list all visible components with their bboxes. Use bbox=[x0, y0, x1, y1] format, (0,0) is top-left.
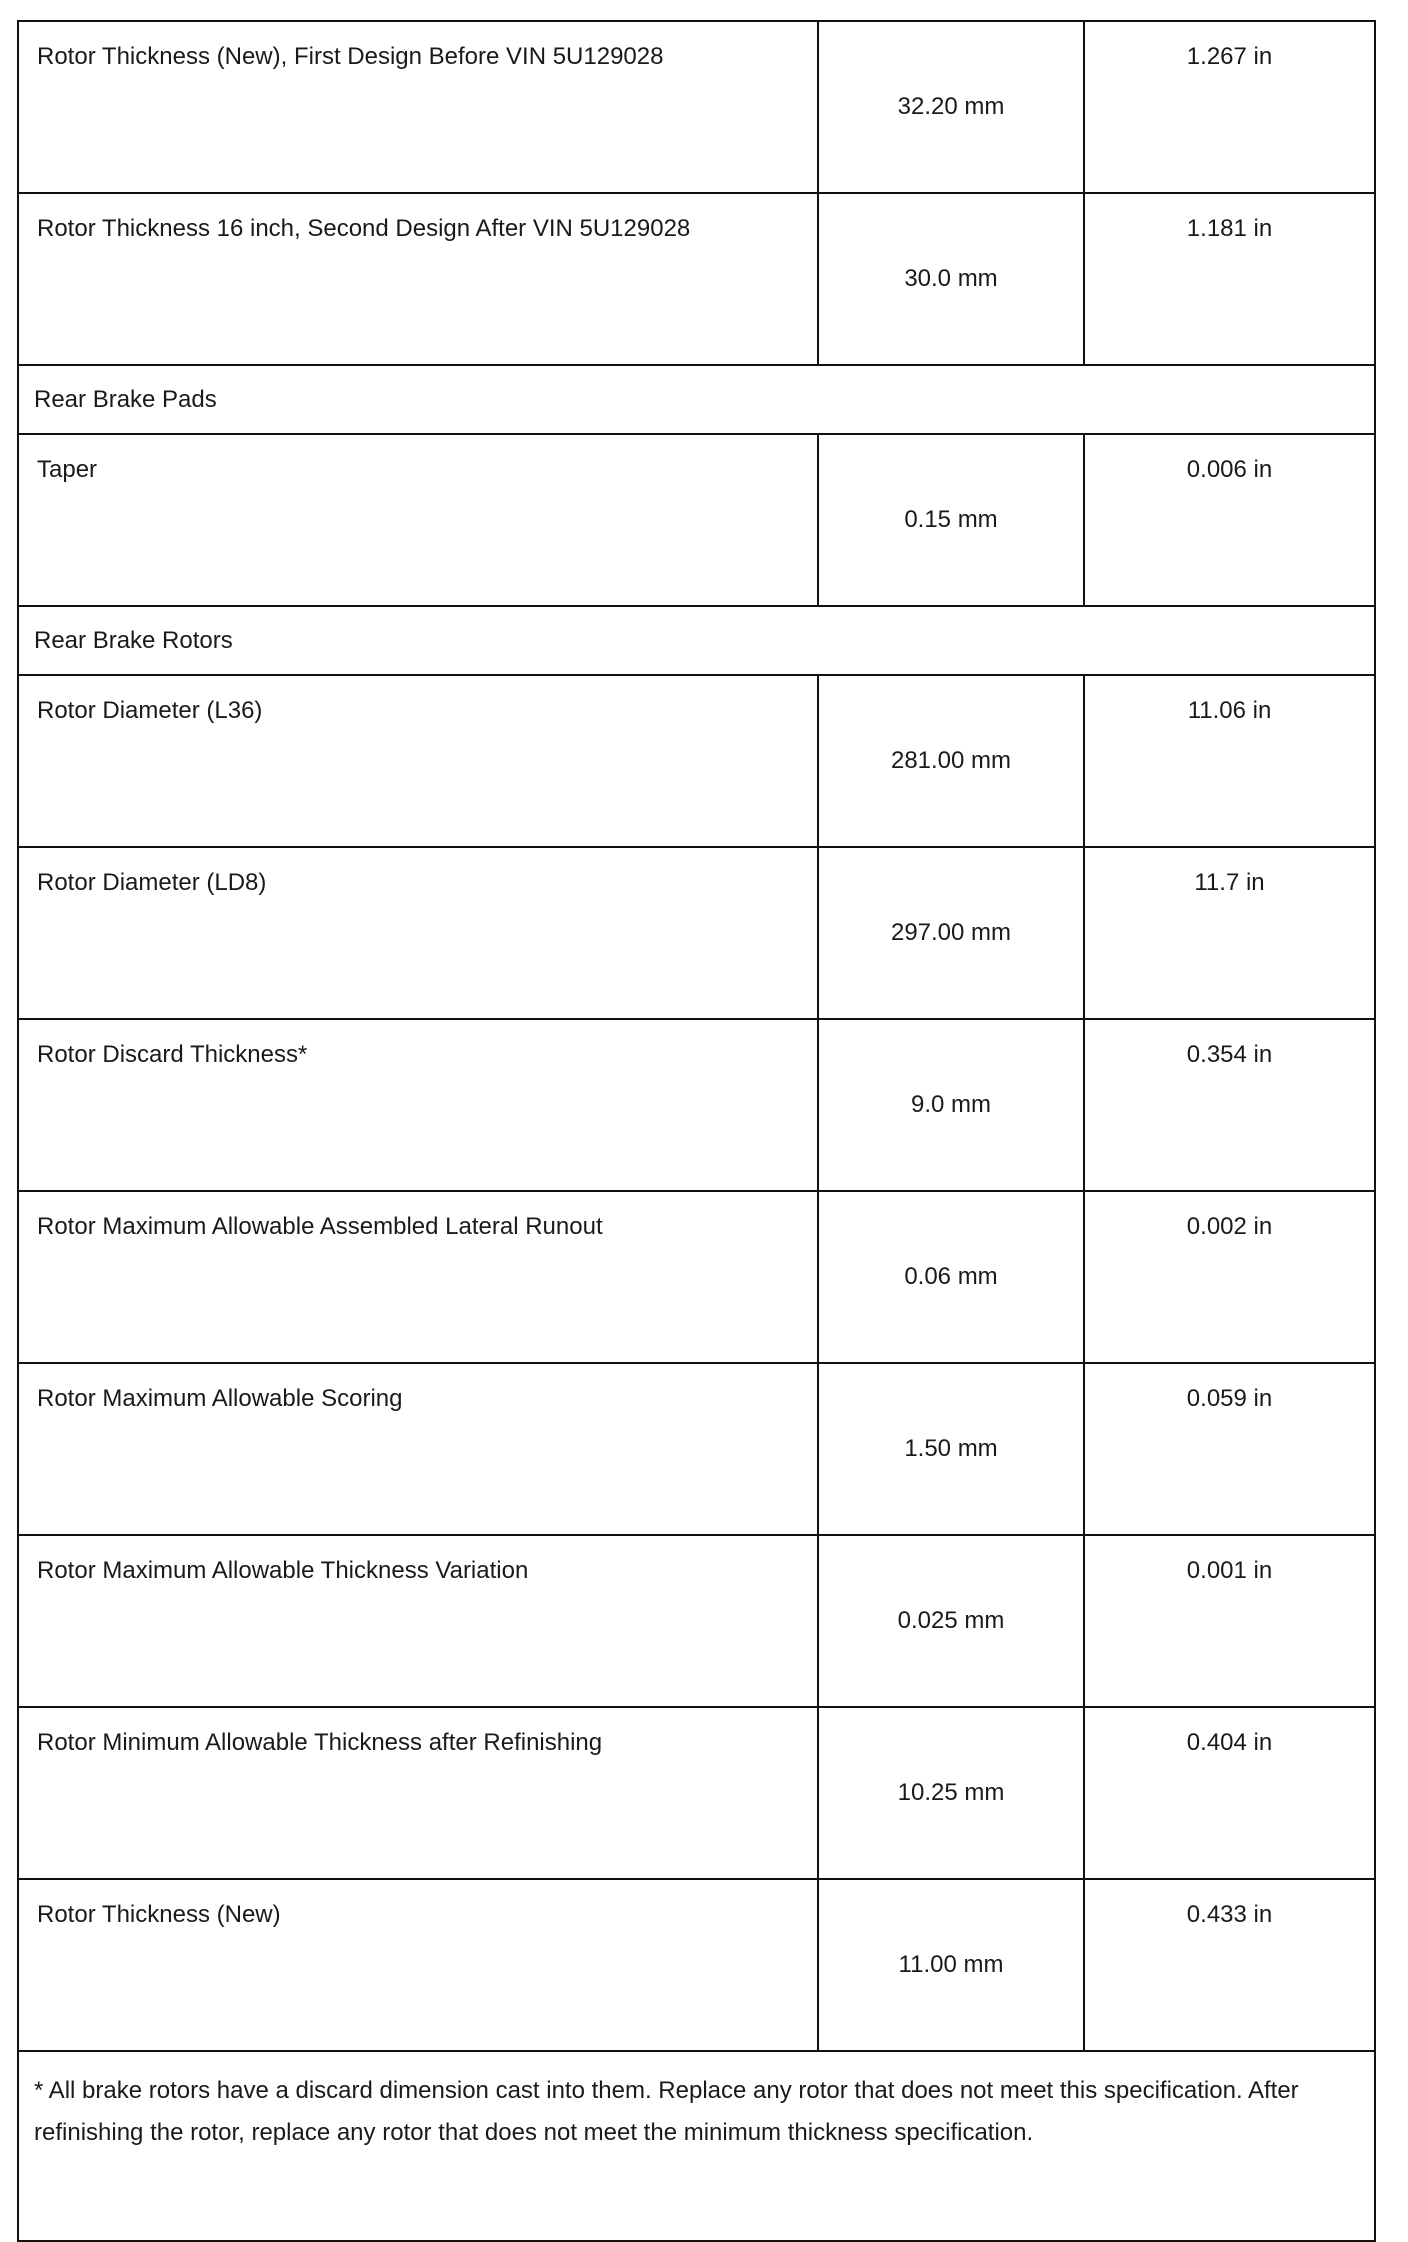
spec-row bbox=[18, 193, 1375, 365]
spec-imperial-value: 1.267 in bbox=[1084, 21, 1375, 193]
section-header-row bbox=[18, 606, 1375, 675]
spec-row bbox=[18, 21, 1375, 193]
spec-description: Rotor Thickness (New), First Design Before VIN 5U129028 bbox=[18, 21, 818, 193]
spec-row bbox=[18, 847, 1375, 1019]
spec-imperial-value: 0.433 in bbox=[1084, 1879, 1375, 2051]
spec-metric-value: 10.25 mm bbox=[818, 1707, 1084, 1879]
brake-specifications-table bbox=[17, 20, 1376, 2242]
spec-description: Rotor Maximum Allowable Scoring bbox=[18, 1363, 818, 1535]
spec-row bbox=[18, 1191, 1375, 1363]
spec-metric-value: 9.0 mm bbox=[818, 1019, 1084, 1191]
spec-row bbox=[18, 1879, 1375, 2051]
spec-metric-value: 11.00 mm bbox=[818, 1879, 1084, 2051]
spec-description: Rotor Thickness (New) bbox=[18, 1879, 818, 2051]
spec-row bbox=[18, 1707, 1375, 1879]
section-header-row bbox=[18, 365, 1375, 434]
spec-description: Rotor Maximum Allowable Thickness Variation bbox=[18, 1535, 818, 1707]
spec-imperial-value: 11.7 in bbox=[1084, 847, 1375, 1019]
spec-metric-value: 281.00 mm bbox=[818, 675, 1084, 847]
spec-imperial-value: 0.006 in bbox=[1084, 434, 1375, 606]
spec-metric-value: 1.50 mm bbox=[818, 1363, 1084, 1535]
spec-metric-value: 0.025 mm bbox=[818, 1535, 1084, 1707]
spec-description: Rotor Maximum Allowable Assembled Lateral Runout bbox=[18, 1191, 818, 1363]
spec-metric-value: 32.20 mm bbox=[818, 21, 1084, 193]
spec-description: Rotor Diameter (L36) bbox=[18, 675, 818, 847]
spec-description: Rotor Discard Thickness* bbox=[18, 1019, 818, 1191]
spec-imperial-value: 0.001 in bbox=[1084, 1535, 1375, 1707]
spec-metric-value: 297.00 mm bbox=[818, 847, 1084, 1019]
spec-imperial-value: 0.404 in bbox=[1084, 1707, 1375, 1879]
spec-imperial-value: 1.181 in bbox=[1084, 193, 1375, 365]
spec-description: Taper bbox=[18, 434, 818, 606]
footnote-row bbox=[18, 2051, 1375, 2241]
spec-row bbox=[18, 1363, 1375, 1535]
spec-metric-value: 30.0 mm bbox=[818, 193, 1084, 365]
spec-description: Rotor Diameter (LD8) bbox=[18, 847, 818, 1019]
spec-description: Rotor Thickness 16 inch, Second Design After VIN 5U129028 bbox=[18, 193, 818, 365]
spec-row bbox=[18, 1019, 1375, 1191]
spec-imperial-value: 11.06 in bbox=[1084, 675, 1375, 847]
spec-metric-value: 0.15 mm bbox=[818, 434, 1084, 606]
spec-table-body bbox=[18, 21, 1375, 2241]
spec-imperial-value: 0.059 in bbox=[1084, 1363, 1375, 1535]
spec-imperial-value: 0.354 in bbox=[1084, 1019, 1375, 1191]
spec-row bbox=[18, 434, 1375, 606]
section-title: Rear Brake Rotors bbox=[18, 606, 1375, 675]
spec-metric-value: 0.06 mm bbox=[818, 1191, 1084, 1363]
spec-row bbox=[18, 675, 1375, 847]
spec-imperial-value: 0.002 in bbox=[1084, 1191, 1375, 1363]
section-title: Rear Brake Pads bbox=[18, 365, 1375, 434]
footnote-text: * All brake rotors have a discard dimension cast into them. Replace any rotor that does not meet this specification. After refinishing the rotor, replace any rotor that does not meet the minimum thickness specification. bbox=[18, 2051, 1375, 2241]
spec-description: Rotor Minimum Allowable Thickness after Refinishing bbox=[18, 1707, 818, 1879]
spec-row bbox=[18, 1535, 1375, 1707]
